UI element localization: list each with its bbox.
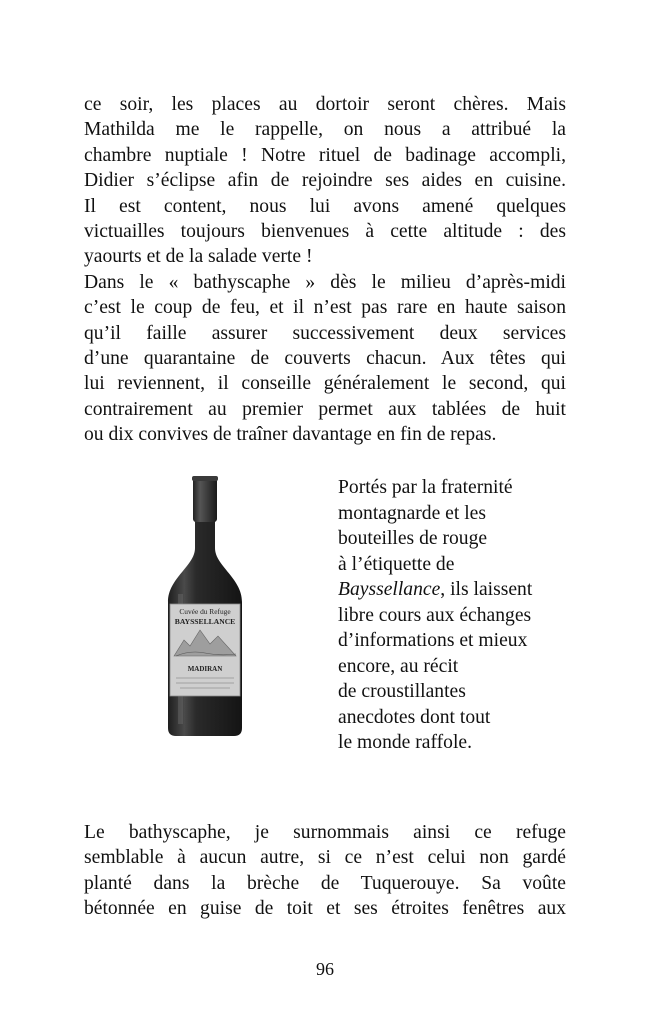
text-line: yaourts et de la salade verte ! — [84, 246, 313, 268]
text-line: chambre nuptiale ! Notre rituel de badinage accompli, — [84, 144, 566, 166]
text-line: Il est content, nous lui avons amené quelques — [84, 195, 566, 217]
caption-line: encore, au récit — [338, 655, 459, 677]
text-line: Mathilda me le rappelle, on nous a attribué la — [84, 119, 566, 141]
text-line: Didier s’éclipse afin de rejoindre ses aides en cuisine. — [84, 170, 566, 192]
wine-bottle-photo — [160, 470, 250, 740]
text-line: qu’il faille assurer successivement deux services — [84, 322, 566, 344]
caption-line-suffix: , ils laissent — [440, 579, 533, 600]
body-text-top — [84, 92, 566, 447]
caption-line: Portés par la fraternité — [338, 477, 513, 498]
text-line: victuailles toujours bienvenues à cette altitude : des — [84, 220, 566, 242]
text-line: bétonnée en guise de toit et ses étroites fenêtres aux — [84, 898, 566, 920]
caption-line: anecdotes dont tout — [338, 706, 491, 728]
bottle-label-line1: Cuvée du Refuge — [179, 607, 231, 616]
text-line: semblable à aucun autre, si ce n’est celui non gardé — [84, 847, 566, 869]
caption-line: de croustillantes — [338, 681, 466, 702]
text-line: Le bathyscaphe, je surnommais ainsi ce refuge — [84, 822, 566, 843]
caption-line: montagnarde et les — [338, 502, 486, 524]
caption-line — [338, 577, 532, 603]
text-line: contrairement au premier permet aux tablées de huit — [84, 398, 566, 420]
text-line: Dans le « bathyscaphe » dès le milieu d’après-midi — [84, 271, 566, 293]
body-text-bottom — [84, 820, 566, 922]
caption-line: à l’étiquette de — [338, 553, 455, 575]
text-line: ou dix convives de traîner davantage en fin de repas. — [84, 424, 497, 446]
text-line: lui reviennent, il conseille généralement le second, qui — [84, 373, 566, 395]
photo-caption — [338, 475, 532, 756]
text-line: d’une quarantaine de couverts chacun. Aux têtes qui — [84, 347, 566, 369]
bottle-label-line3: MADIRAN — [187, 665, 223, 673]
text-line: ce soir, les places au dortoir seront chères. Mais — [84, 94, 566, 115]
page-number: 96 — [316, 959, 334, 979]
bottle-label-line2: BAYSSELLANCE — [174, 617, 236, 626]
caption-line: libre cours aux échanges — [338, 604, 532, 626]
caption-line: bouteilles de rouge — [338, 528, 488, 549]
text-line: planté dans la brèche de Tuquerouye. Sa voûte — [84, 872, 566, 894]
refuge-name: Bayssellance — [338, 579, 441, 600]
caption-line: d’informations et mieux — [338, 630, 528, 651]
caption-line: le monde raffole. — [338, 732, 473, 753]
text-line: c’est le coup de feu, et il n’est pas rare en haute saison — [84, 297, 566, 319]
